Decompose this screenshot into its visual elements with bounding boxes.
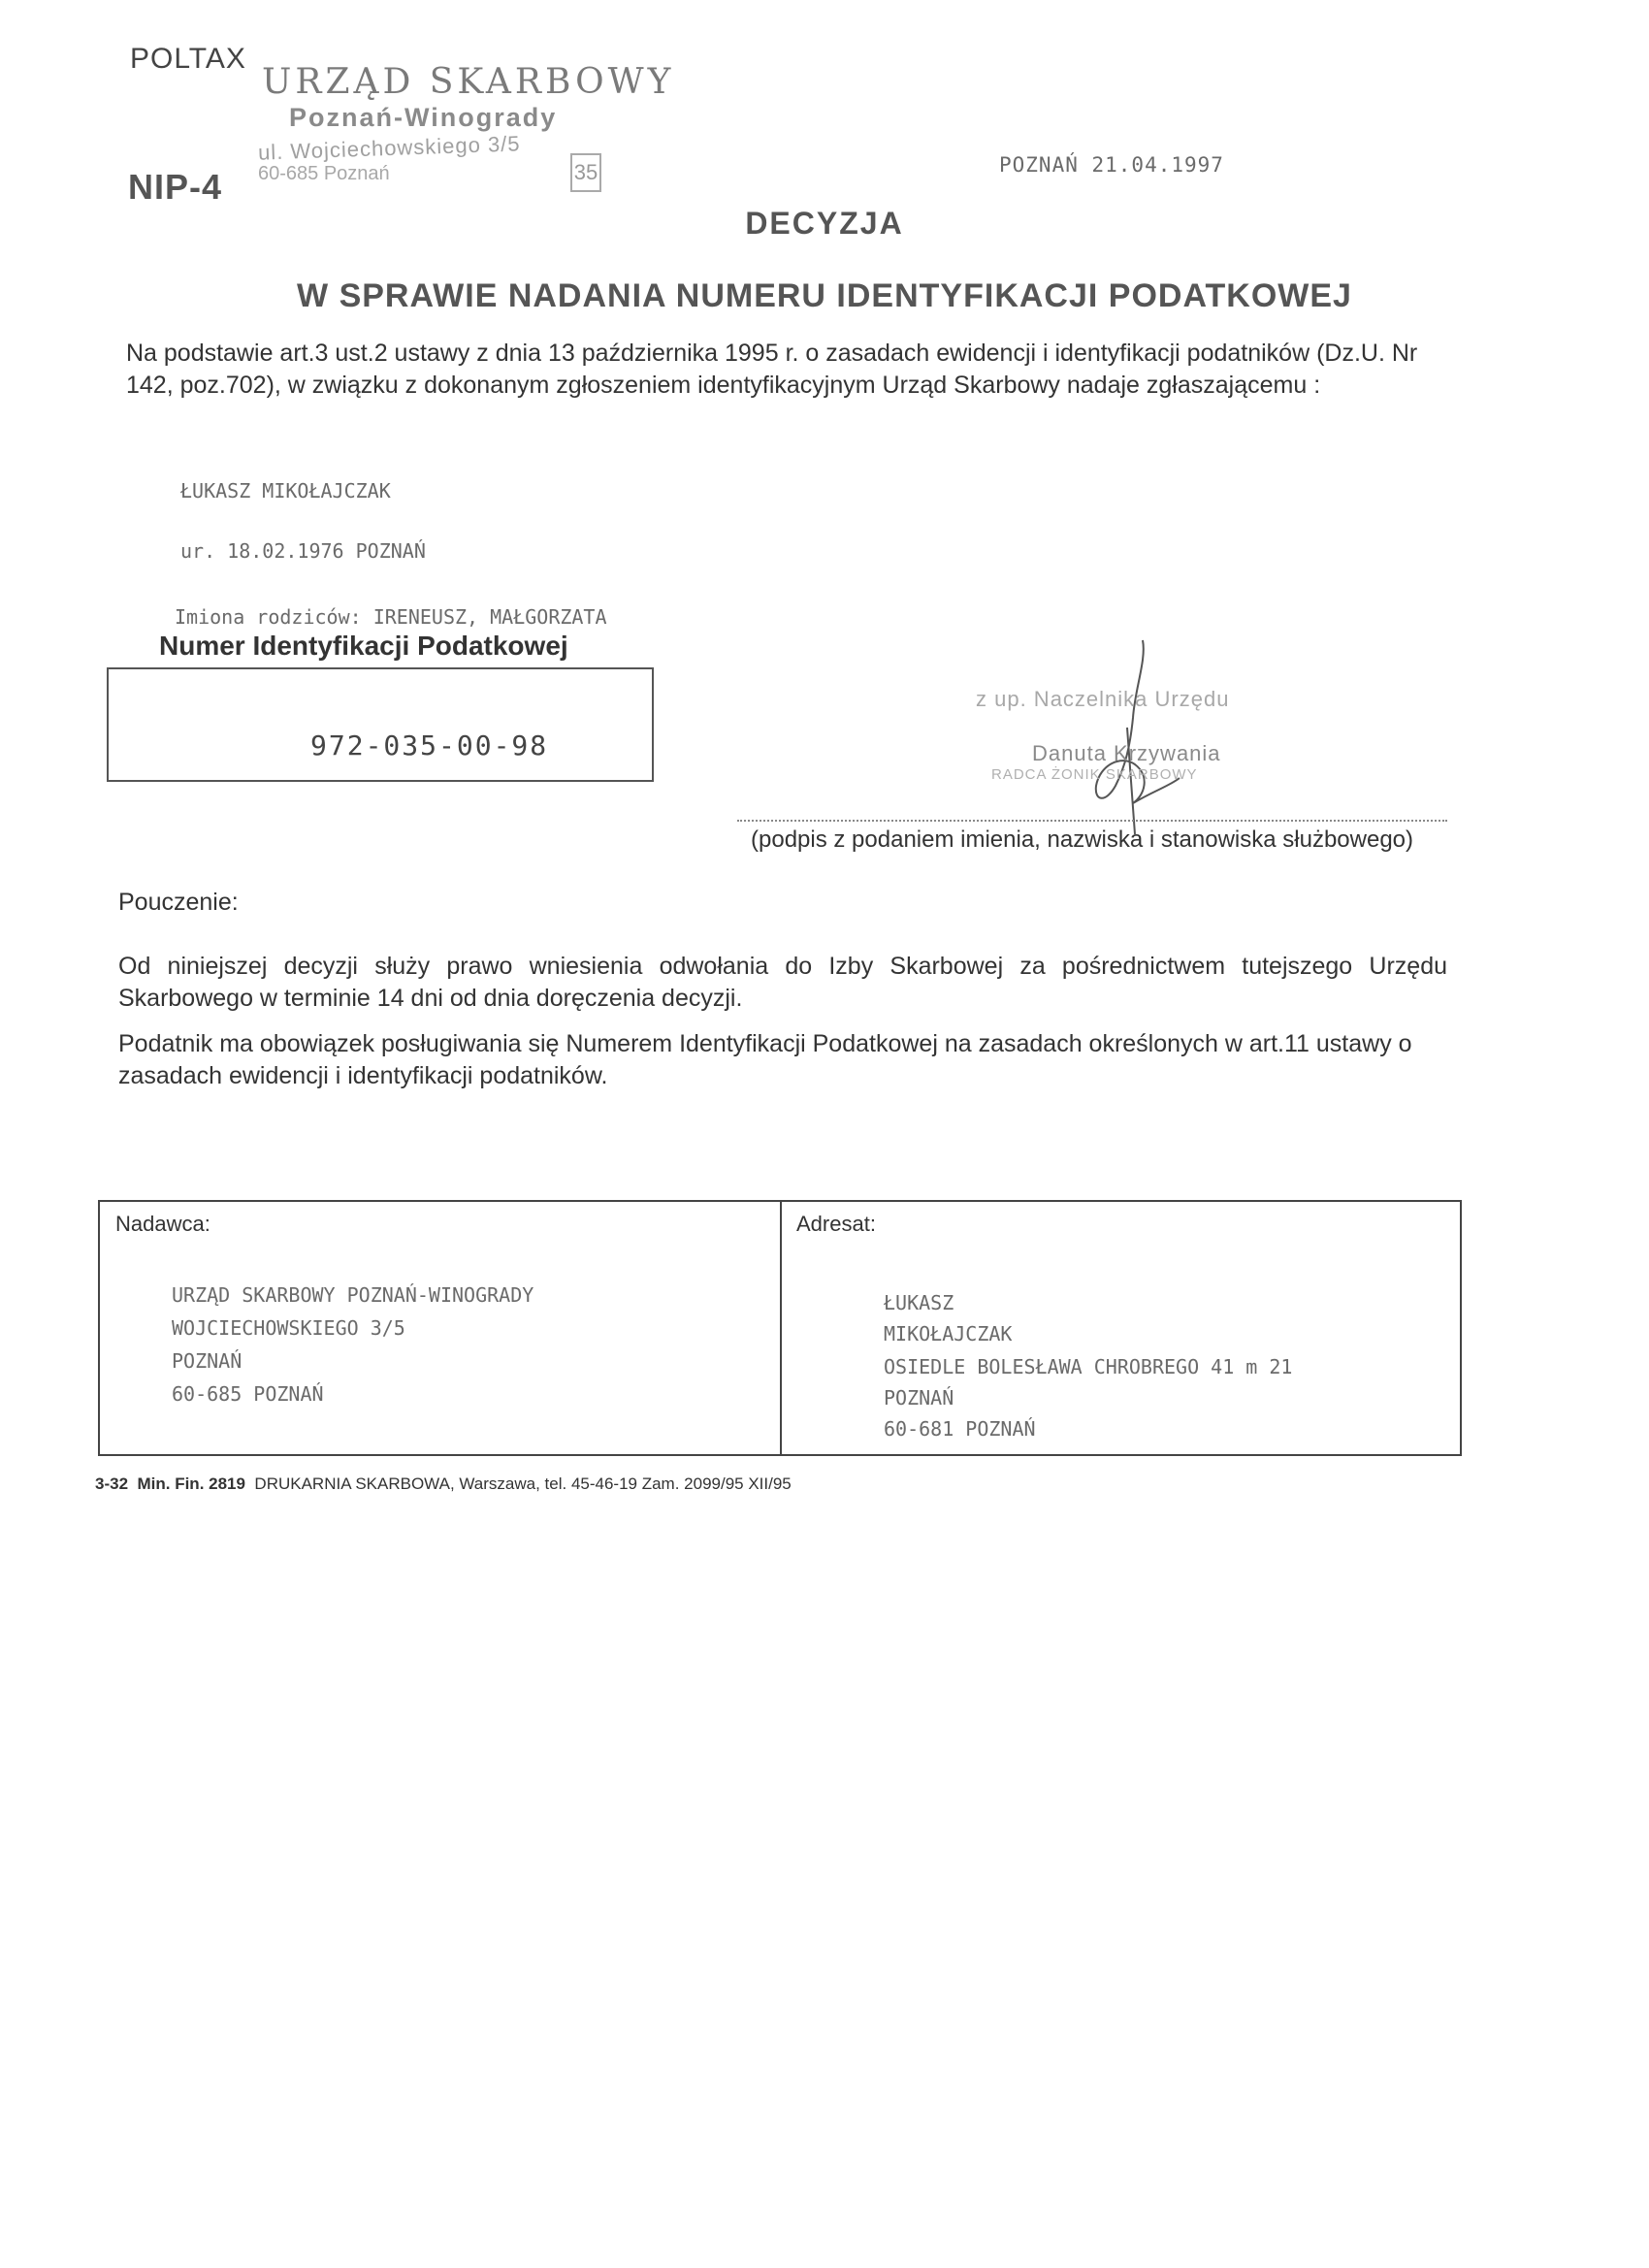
recipient-line: OSIEDLE BOLESŁAWA CHROBREGO 41 m 21: [884, 1355, 1293, 1378]
footer-printer: DRUKARNIA SKARBOWA, Warszawa, tel. 45-46-19 Zam. 2099/95 XII/95: [254, 1474, 792, 1493]
document-subtitle: W SPRAWIE NADANIA NUMERU IDENTYFIKACJI PODATKOWEJ: [297, 277, 1352, 314]
issue-date: POZNAŃ 21.04.1997: [999, 153, 1224, 177]
nip-label: Numer Identyfikacji Podatkowej: [159, 631, 568, 661]
recipient-line: 60-681 POZNAŃ: [884, 1417, 1036, 1441]
sender-label: Nadawca:: [115, 1212, 210, 1236]
sender-line: URZĄD SKARBOWY POZNAŃ-WINOGRADY: [172, 1283, 534, 1307]
taxpayer-parents: Imiona rodziców: IRENEUSZ, MAŁGORZATA: [175, 605, 607, 629]
sender-line: POZNAŃ: [172, 1349, 242, 1373]
legal-basis-paragraph: Na podstawie art.3 ust.2 ustawy z dnia 13 października 1995 r. o zasadach ewidencji i identyfikacji podatników (Dz.U. Nr 142, poz.702), w związku z dokonanym zgłoszeniem identyfikacyjnym Urząd Skarbowy nadaje zgłaszającemu :: [126, 340, 1418, 399]
footer-code: 3-32: [95, 1474, 129, 1493]
instructions-heading: Pouczenie:: [118, 889, 239, 916]
taxpayer-name: ŁUKASZ MIKOŁAJCZAK: [180, 479, 391, 502]
office-stamp: [254, 62, 675, 198]
address-box: [98, 1200, 1462, 1456]
recipient-label: Adresat:: [796, 1212, 876, 1236]
appeal-instructions: Od niniejszej decyzji służy prawo wniesienia odwołania do Izby Skarbowej za pośrednictwem tutejszego Urzędu Skarbowego w terminie 14 dni od dnia doręczenia decyzji.: [118, 953, 1447, 1012]
stamp-street: ul. Wojciechowskiego 3/5: [257, 131, 521, 165]
signature-position: RADCA ŻONIK SKARBOWY: [991, 766, 1198, 783]
form-publisher: POLTAX: [130, 43, 246, 75]
print-footer: [95, 1474, 792, 1494]
sender-line: WOJCIECHOWSKIEGO 3/5: [172, 1316, 405, 1340]
taxpayer-birth: ur. 18.02.1976 POZNAŃ: [180, 539, 426, 563]
footer-ministry: Min. Fin. 2819: [137, 1474, 245, 1493]
signature-authority: z up. Naczelnika Urzędu: [976, 687, 1230, 711]
stamp-box: 35: [570, 153, 601, 192]
document-title: DECYZJA: [745, 206, 904, 241]
nip-usage-instructions: Podatnik ma obowiązek posługiwania się Numerem Identyfikacji Podatkowej na zasadach określonych w art.11 ustawy o zasadach ewidencji i identyfikacji podatników.: [118, 1030, 1412, 1089]
signature-name: Danuta Krzywania: [1032, 741, 1221, 765]
stamp-office-branch: Poznań-Winogrady: [289, 103, 558, 132]
signature-caption: (podpis z podaniem imienia, nazwiska i stanowiska służbowego): [751, 826, 1414, 853]
nip-box: [107, 667, 654, 782]
recipient-line: MIKOŁAJCZAK: [884, 1322, 1013, 1345]
signature-line: [737, 820, 1447, 822]
nip-number: 972-035-00-98: [310, 729, 549, 761]
stamp-office-name: URZĄD SKARBOWY: [262, 62, 675, 102]
handwritten-signature: [980, 631, 1290, 844]
sender-line: 60-685 POZNAŃ: [172, 1382, 324, 1406]
address-divider: [780, 1202, 782, 1454]
recipient-line: POZNAŃ: [884, 1386, 954, 1409]
recipient-line: ŁUKASZ: [884, 1291, 954, 1314]
stamp-postcode: 60-685 Poznań: [258, 163, 390, 184]
form-code: NIP-4: [128, 167, 223, 207]
